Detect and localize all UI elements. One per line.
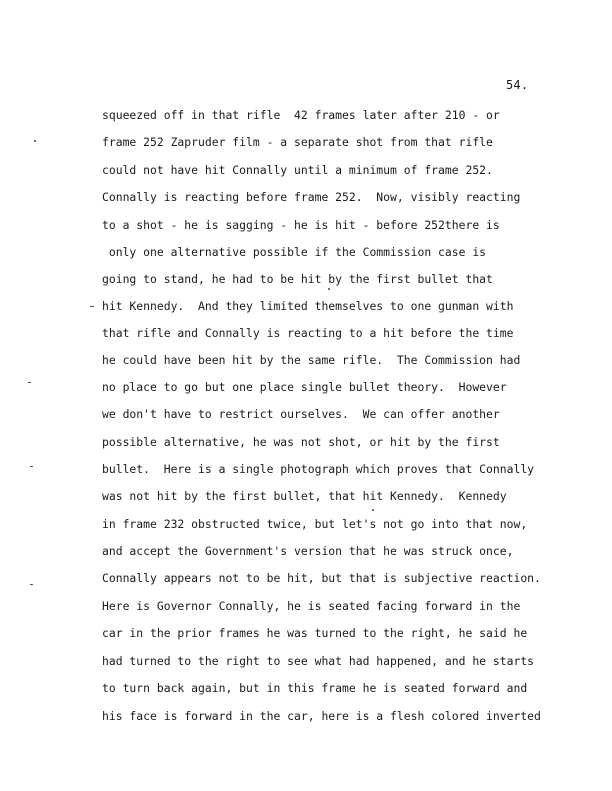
text-line: we don't have to restrict ourselves. We can offer another (102, 407, 500, 421)
scan-speck (30, 466, 33, 467)
text-line: was not hit by the first bullet, that hit Kennedy. Kennedy (102, 489, 507, 503)
scan-speck (90, 306, 94, 307)
text-line: possible alternative, he was not shot, or hit by the first (102, 435, 500, 449)
text-line: could not have hit Connally until a minimum of frame 252. (102, 163, 493, 177)
scan-speck (30, 584, 33, 585)
text-line: in frame 232 obstructed twice, but let's not go into that now, (102, 517, 528, 531)
text-line: Here is Governor Connally, he is seated facing forward in the (102, 599, 521, 613)
text-line: to a shot - he is sagging - he is hit - before 252there is (102, 218, 500, 232)
scan-speck (328, 288, 330, 290)
text-line: only one alternative possible if the Commission case is (102, 245, 487, 259)
scan-speck (372, 509, 374, 511)
text-line: had turned to the right to see what had happened, and he starts (102, 654, 535, 668)
page-number: 54. (506, 78, 529, 92)
text-line: car in the prior frames he was turned to the right, he said he (102, 626, 528, 640)
text-line: hit Kennedy. And they limited themselves to one gunman with (102, 299, 514, 313)
text-line: and accept the Government's version that he was struck once, (102, 544, 514, 558)
text-line: Connally is reacting before frame 252. Now, visibly reacting (102, 190, 521, 204)
text-line: squeezed off in that rifle 42 frames later after 210 - or (102, 108, 500, 122)
scan-speck (34, 140, 36, 142)
text-line: his face is forward in the car, here is a flesh colored inverted (102, 709, 541, 723)
text-line: bullet. Here is a single photograph which proves that Connally (102, 462, 535, 476)
text-line: frame 252 Zapruder film - a separate shot from that rifle (102, 135, 493, 149)
text-line: Connally appears not to be hit, but that is subjective reaction. (102, 571, 541, 585)
text-line: that rifle and Connally is reacting to a hit before the time (102, 326, 514, 340)
text-line: going to stand, he had to be hit by the first bullet that (102, 272, 493, 286)
text-line: no place to go but one place single bullet theory. However (102, 380, 507, 394)
scan-speck (28, 382, 31, 383)
text-line: he could have been hit by the same rifle. The Commission had (102, 353, 521, 367)
text-line: to turn back again, but in this frame he is seated forward and (102, 681, 528, 695)
